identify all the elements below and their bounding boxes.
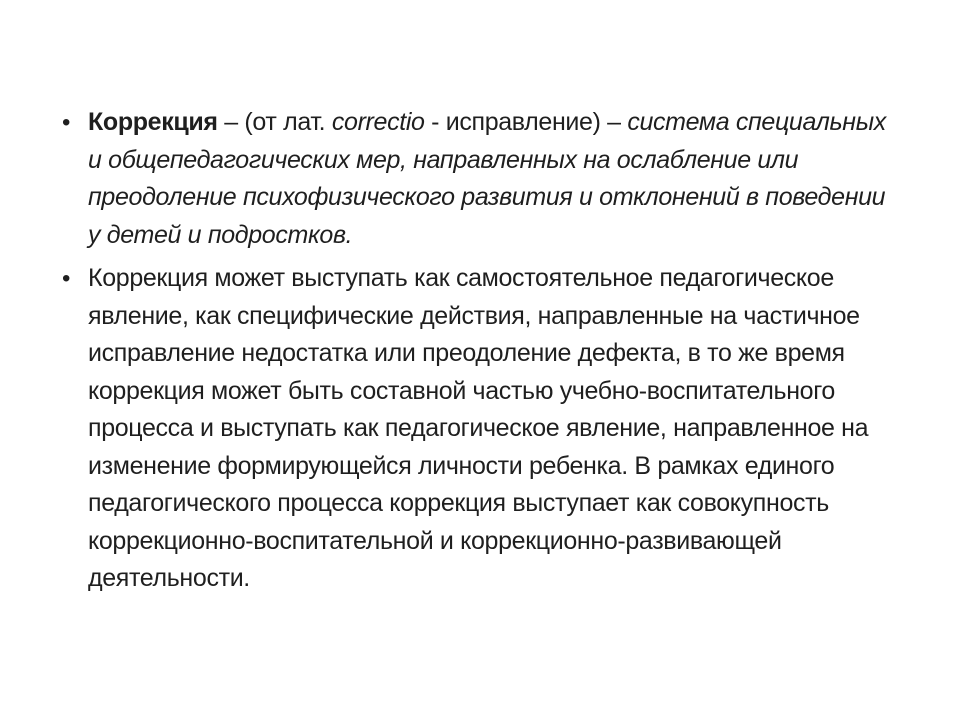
bullet-icon: • bbox=[61, 265, 71, 292]
bullet-item-description bbox=[54, 260, 890, 598]
definition-text: система специальных и общепедагогических мер, направленных на ослабление или преодоление психофизического развития и отклонений в поведении у детей и подростков. bbox=[88, 108, 886, 249]
etymology-suffix: - исправление) – bbox=[424, 108, 628, 136]
bullet-list bbox=[54, 104, 890, 604]
bullet-item-definition bbox=[54, 104, 890, 254]
term-label: Коррекция bbox=[88, 108, 218, 136]
latin-term: correctio bbox=[331, 108, 425, 136]
etymology-prefix: – (от лат. bbox=[217, 108, 332, 136]
bullet-icon: • bbox=[61, 109, 71, 136]
description-text: Коррекция может выступать как самостоятельное педагогическое явление, как специфические действия, направленные на частичное исправление недостатка или преодоление дефекта, в то же время коррекция может быть составной частью учебно-воспитательного процесса и выступать как педагогическое явление, направленное на изменение формирующейся личности ребенка. В рамках единого педагогического процесса коррекция выступает как совокупность коррекционно-воспитательной и коррекционно-развивающей деятельности. bbox=[88, 264, 869, 592]
